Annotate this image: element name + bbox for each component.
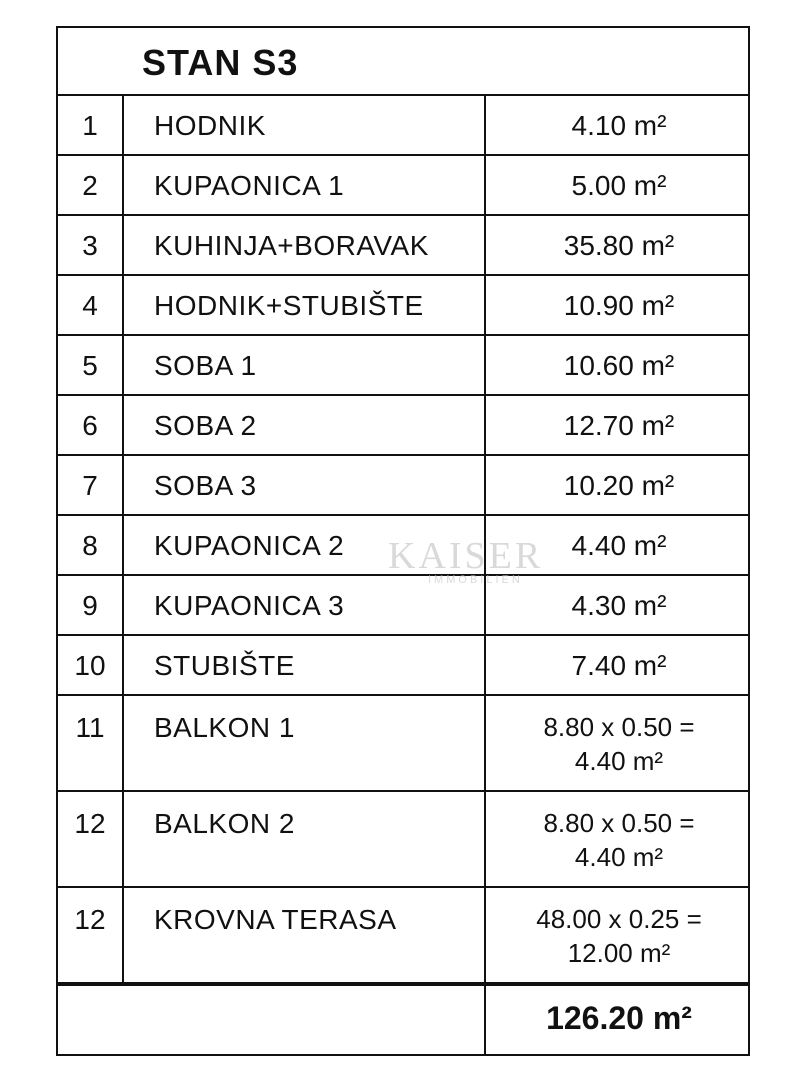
table-row (58, 696, 748, 792)
room-area: 12.70 m² (563, 410, 675, 441)
row-number: 5 (82, 350, 98, 381)
row-number: 6 (82, 410, 98, 441)
table-row (58, 792, 748, 888)
row-number: 12 (74, 904, 106, 935)
room-area: 10.90 m² (563, 290, 675, 321)
table-row (58, 336, 748, 396)
room-area: 4.30 m² (571, 590, 667, 621)
room-area: 12.00 m² (567, 938, 671, 968)
row-number: 11 (75, 712, 105, 743)
room-area: 4.40 m² (574, 842, 664, 872)
room-area: 10.20 m² (563, 470, 675, 501)
table-row (58, 636, 748, 696)
table-row (58, 456, 748, 516)
table-title: STAN S3 (142, 42, 299, 83)
table-row (58, 96, 748, 156)
room-name: SOBA 2 (154, 410, 257, 441)
row-number: 4 (82, 290, 98, 321)
table-row (58, 156, 748, 216)
room-area: 8.80 x 0.50 = (543, 712, 695, 742)
table-header (58, 28, 748, 96)
room-area: 4.10 m² (571, 110, 667, 141)
watermark-brand: KAISER (388, 535, 544, 577)
room-name: BALKON 1 (154, 712, 295, 743)
total-row (58, 984, 748, 1054)
room-name: HODNIK (154, 110, 266, 141)
area-table (56, 26, 750, 1056)
room-name: KUPAONICA 2 (154, 530, 345, 561)
room-area: 4.40 m² (571, 530, 667, 561)
room-name: SOBA 3 (154, 470, 257, 501)
total-area: 126.20 m² (546, 1000, 692, 1036)
room-name: STUBIŠTE (154, 650, 295, 681)
row-number: 9 (82, 590, 98, 621)
room-area: 4.40 m² (574, 746, 664, 776)
table-row (58, 276, 748, 336)
table-row (58, 396, 748, 456)
row-number: 8 (82, 530, 98, 561)
row-number: 12 (74, 808, 106, 839)
table-row (58, 216, 748, 276)
watermark-sub: IMMOBILIEN (428, 574, 523, 586)
room-name: SOBA 1 (154, 350, 257, 381)
room-area: 7.40 m² (571, 650, 667, 681)
room-area: 48.00 x 0.25 = (536, 904, 702, 934)
room-area: 8.80 x 0.50 = (543, 808, 695, 838)
row-number: 10 (74, 650, 106, 681)
room-name: KUPAONICA 3 (154, 590, 345, 621)
room-area: 5.00 m² (571, 170, 667, 201)
room-area: 35.80 m² (563, 230, 675, 261)
watermark-logo (388, 534, 543, 586)
room-name: HODNIK+STUBIŠTE (154, 290, 424, 321)
room-name: KUHINJA+BORAVAK (154, 230, 429, 261)
room-area: 10.60 m² (563, 350, 675, 381)
row-number: 3 (82, 230, 98, 261)
room-name: BALKON 2 (154, 808, 295, 839)
row-number: 7 (82, 470, 98, 501)
row-number: 2 (82, 170, 98, 201)
row-number: 1 (82, 110, 98, 141)
column-divider-number (122, 96, 124, 984)
table-row (58, 888, 748, 984)
room-name: KROVNA TERASA (154, 904, 397, 935)
room-name: KUPAONICA 1 (154, 170, 345, 201)
